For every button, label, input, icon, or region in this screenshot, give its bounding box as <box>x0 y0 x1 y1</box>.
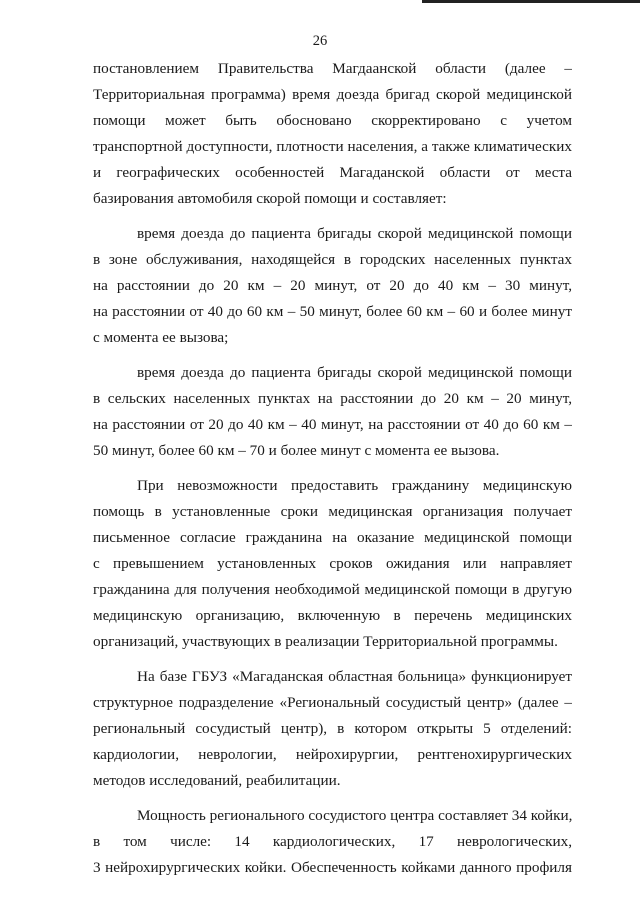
paragraph <box>93 360 572 464</box>
text-line: транспортной доступности, плотности населения, а также климатических <box>93 138 572 155</box>
paragraph <box>93 221 572 351</box>
paragraph <box>93 473 572 655</box>
text-line: письменное согласие гражданина на оказание медицинской помощи <box>93 529 572 546</box>
text-line: На базе ГБУЗ «Магаданская областная больница» функционирует <box>137 668 572 685</box>
text-line: 50 минут, более 60 км – 70 и более минут с момента ее вызова. <box>93 442 500 459</box>
text-line: региональный сосудистый центр), в котором открыты 5 отделений: <box>93 720 572 737</box>
text-line: методов исследований, реабилитации. <box>93 772 341 789</box>
document-body <box>93 56 572 881</box>
text-line: При невозможности предоставить гражданину медицинскую <box>137 477 572 494</box>
paragraph <box>93 803 572 881</box>
text-line: в сельских населенных пунктах на расстоянии до 20 км – 20 минут, <box>93 390 572 407</box>
text-line: на расстоянии до 20 км – 20 минут, от 20 до 40 км – 30 минут, <box>93 277 572 294</box>
text-line: гражданина для получения необходимой медицинской помощи в другую <box>93 581 572 598</box>
text-line: Мощность регионального сосудистого центра составляет 34 койки, <box>137 807 572 824</box>
text-line: в том числе: 14 кардиологических, 17 неврологических, <box>93 833 572 850</box>
text-line: помощи может быть обосновано скорректировано с учетом <box>93 112 572 129</box>
text-line: организаций, участвующих в реализации Территориальной программы. <box>93 633 558 650</box>
text-line: медицинскую организацию, включенную в перечень медицинских <box>93 607 572 624</box>
text-line: время доезда до пациента бригады скорой медицинской помощи <box>137 225 572 242</box>
text-line: и географических особенностей Магаданской области от места <box>93 164 572 181</box>
paragraph <box>93 664 572 794</box>
text-line: 3 нейрохирургических койки. Обеспеченность койками данного профиля <box>93 859 572 876</box>
text-line: базирования автомобиля скорой помощи и составляет: <box>93 190 447 207</box>
text-line: с момента ее вызова; <box>93 329 229 346</box>
text-line: помощь в установленные сроки медицинская организация получает <box>93 503 572 520</box>
text-line: с превышением установленных сроков ожидания или направляет <box>93 555 572 572</box>
text-line: Территориальная программа) время доезда бригад скорой медицинской <box>93 86 572 103</box>
page-number: 26 <box>312 33 328 49</box>
text-line: на расстоянии от 40 до 60 км – 50 минут, более 60 км – 60 и более минут <box>93 303 572 320</box>
text-line: кардиологии, неврологии, нейрохирургии, рентгенохирургических <box>93 746 572 763</box>
text-line: постановлением Правительства Магдаанской области (далее – <box>93 60 572 77</box>
paragraph <box>93 56 572 212</box>
text-line: структурное подразделение «Региональный сосудистый центр» (далее – <box>93 694 572 711</box>
text-line: на расстоянии от 20 до 40 км – 40 минут, на расстоянии от 40 до 60 км – <box>93 416 572 433</box>
text-line: в зоне обслуживания, находящейся в городских населенных пунктах <box>93 251 572 268</box>
top-rule <box>422 0 640 3</box>
text-line: время доезда до пациента бригады скорой медицинской помощи <box>137 364 572 381</box>
